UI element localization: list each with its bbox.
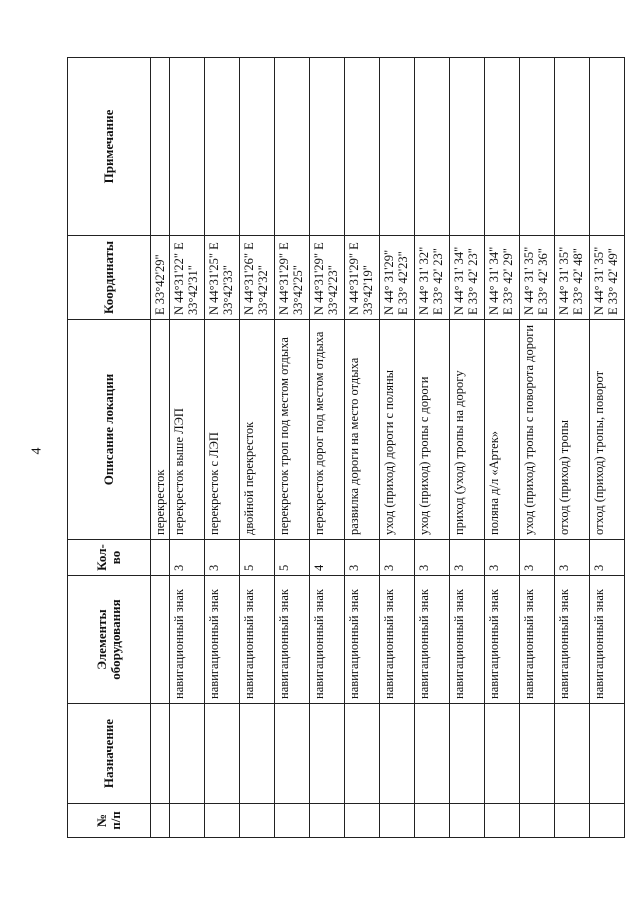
quantity-cell: 3: [485, 540, 520, 576]
header-cell: Примечание: [68, 58, 151, 236]
quantity-cell: 5: [240, 540, 275, 576]
table-row: [590, 58, 625, 838]
purpose-cell: [205, 704, 240, 804]
coordinates-cell: N 44° 31' 34" E 33° 42' 29": [485, 236, 520, 320]
equipment-cell: навигационный знак: [485, 576, 520, 704]
note-cell: [450, 58, 485, 236]
purpose-cell: [450, 704, 485, 804]
location-description-cell: перекресток дорог под местом отдыха: [310, 320, 345, 540]
row-number-cell: [380, 804, 415, 838]
equipment-cell: навигационный знак: [520, 576, 555, 704]
note-cell: [205, 58, 240, 236]
location-description-cell: развилка дороги на место отдыха: [345, 320, 380, 540]
quantity-cell: [151, 540, 170, 576]
table-row: [450, 58, 485, 838]
quantity-cell: 3: [170, 540, 205, 576]
coordinates-cell: N 44°31'25" E 33°42'33": [205, 236, 240, 320]
row-number-cell: [590, 804, 625, 838]
row-number-cell: [415, 804, 450, 838]
purpose-cell: [151, 704, 170, 804]
note-cell: [151, 58, 170, 236]
table-row: [310, 58, 345, 838]
row-number-cell: [170, 804, 205, 838]
note-cell: [170, 58, 205, 236]
header-cell: Описание локации: [68, 320, 151, 540]
purpose-cell: [380, 704, 415, 804]
coordinates-cell: E 33°42'29": [151, 236, 170, 320]
quantity-cell: 3: [345, 540, 380, 576]
location-description-cell: приход (уход) тропы на дорогу: [450, 320, 485, 540]
table-row: [205, 58, 240, 838]
purpose-cell: [345, 704, 380, 804]
equipment-cell: навигационный знак: [170, 576, 205, 704]
equipment-cell: навигационный знак: [310, 576, 345, 704]
header-cell: Элементы оборудования: [68, 576, 151, 704]
table-row: [380, 58, 415, 838]
note-cell: [240, 58, 275, 236]
purpose-cell: [170, 704, 205, 804]
row-number-cell: [555, 804, 590, 838]
purpose-cell: [555, 704, 590, 804]
equipment-cell: навигационный знак: [205, 576, 240, 704]
coordinates-cell: N 44°31'29" E 33°42'23": [310, 236, 345, 320]
header-cell: Назначение: [68, 704, 151, 804]
quantity-cell: 4: [310, 540, 345, 576]
equipment-cell: навигационный знак: [240, 576, 275, 704]
table-row: [345, 58, 380, 838]
equipment-cell: навигационный знак: [380, 576, 415, 704]
row-number-cell: [205, 804, 240, 838]
row-number-cell: [450, 804, 485, 838]
equipment-cell: навигационный знак: [555, 576, 590, 704]
quantity-cell: 3: [450, 540, 485, 576]
table-row: [415, 58, 450, 838]
coordinates-cell: N 44° 31'29" E 33° 42'23": [380, 236, 415, 320]
coordinates-cell: N 44°31'26" E 33°42'32": [240, 236, 275, 320]
table-row: [520, 58, 555, 838]
coordinates-cell: N 44°31'29" E 33°42'25": [275, 236, 310, 320]
header-cell: Координаты: [68, 236, 151, 320]
equipment-cell: [151, 576, 170, 704]
table-row: [485, 58, 520, 838]
row-number-cell: [345, 804, 380, 838]
coordinates-cell: N 44°31'29" E 33°42'19": [345, 236, 380, 320]
quantity-cell: 3: [380, 540, 415, 576]
table-row: [275, 58, 310, 838]
equipment-cell: навигационный знак: [275, 576, 310, 704]
quantity-cell: 3: [415, 540, 450, 576]
location-description-cell: уход (приход) тропы с дороги: [415, 320, 450, 540]
note-cell: [485, 58, 520, 236]
quantity-cell: 3: [555, 540, 590, 576]
quantity-cell: 3: [590, 540, 625, 576]
table-row: [151, 58, 170, 838]
row-number-cell: [310, 804, 345, 838]
table-row: [240, 58, 275, 838]
note-cell: [275, 58, 310, 236]
note-cell: [590, 58, 625, 236]
row-number-cell: [240, 804, 275, 838]
note-cell: [380, 58, 415, 236]
page-number: 4: [29, 447, 45, 455]
row-number-cell: [520, 804, 555, 838]
row-number-cell: [151, 804, 170, 838]
coordinates-cell: N 44° 31' 32" E 33° 42' 23": [415, 236, 450, 320]
location-description-cell: отход (приход) тропы: [555, 320, 590, 540]
purpose-cell: [520, 704, 555, 804]
coordinates-cell: N 44° 31' 35" E 33° 42' 48": [555, 236, 590, 320]
purpose-cell: [240, 704, 275, 804]
purpose-cell: [415, 704, 450, 804]
note-cell: [310, 58, 345, 236]
row-number-cell: [275, 804, 310, 838]
locations-table: [67, 57, 625, 838]
note-cell: [415, 58, 450, 236]
purpose-cell: [275, 704, 310, 804]
equipment-cell: навигационный знак: [345, 576, 380, 704]
table-header-row: [68, 58, 151, 838]
coordinates-cell: N 44° 31' 34" E 33° 42' 23": [450, 236, 485, 320]
location-description-cell: уход (приход) тропы с поворота дороги: [520, 320, 555, 540]
coordinates-cell: N 44°31'22" E 33°42'31": [170, 236, 205, 320]
table-row: [555, 58, 590, 838]
location-description-cell: перекресток с ЛЭП: [205, 320, 240, 540]
note-cell: [555, 58, 590, 236]
purpose-cell: [485, 704, 520, 804]
quantity-cell: 3: [205, 540, 240, 576]
equipment-cell: навигационный знак: [590, 576, 625, 704]
note-cell: [345, 58, 380, 236]
header-cell: Кол-во: [68, 540, 151, 576]
purpose-cell: [590, 704, 625, 804]
note-cell: [520, 58, 555, 236]
equipment-cell: навигационный знак: [450, 576, 485, 704]
location-description-cell: двойной перекресток: [240, 320, 275, 540]
location-description-cell: перекресток троп под местом отдыха: [275, 320, 310, 540]
location-description-cell: уход (приход) дороги с поляны: [380, 320, 415, 540]
coordinates-cell: N 44° 31' 35" E 33° 42' 49": [590, 236, 625, 320]
location-description-cell: поляна д/л «Артек»: [485, 320, 520, 540]
table-row: [170, 58, 205, 838]
location-description-cell: перекресток: [151, 320, 170, 540]
quantity-cell: 5: [275, 540, 310, 576]
rotated-table-container: [67, 58, 620, 838]
coordinates-cell: N 44° 31' 35" E 33° 42' 36": [520, 236, 555, 320]
header-cell: № п/п: [68, 804, 151, 838]
location-description-cell: перекресток выше ЛЭП: [170, 320, 205, 540]
purpose-cell: [310, 704, 345, 804]
equipment-cell: навигационный знак: [415, 576, 450, 704]
quantity-cell: 3: [520, 540, 555, 576]
row-number-cell: [485, 804, 520, 838]
location-description-cell: отход (приход) тропы, поворот: [590, 320, 625, 540]
